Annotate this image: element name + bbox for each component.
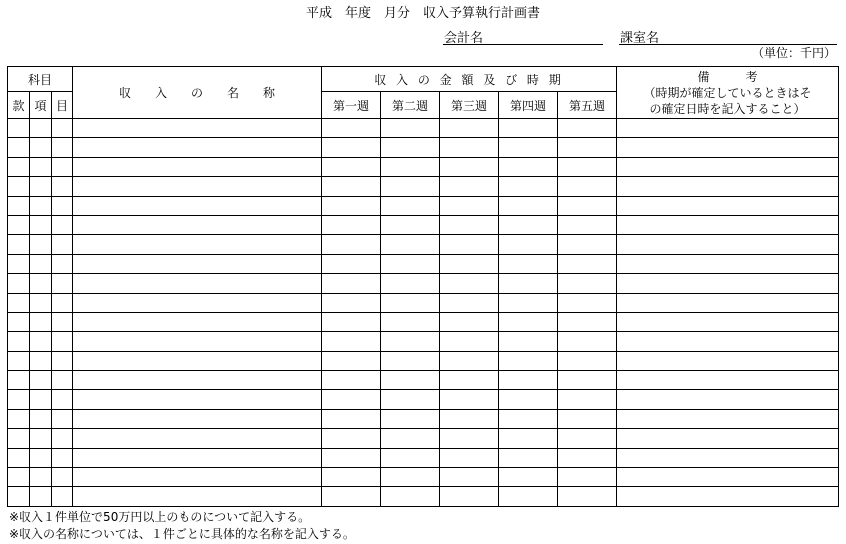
table-cell[interactable] — [8, 215, 30, 234]
table-cell[interactable] — [73, 448, 322, 467]
table-cell[interactable] — [52, 429, 73, 448]
table-cell[interactable] — [322, 254, 381, 273]
table-cell[interactable] — [558, 332, 617, 351]
table-cell[interactable] — [30, 468, 52, 487]
table-cell[interactable] — [8, 254, 30, 273]
table-cell[interactable] — [499, 429, 558, 448]
header-week-1: 第一週 — [322, 92, 381, 119]
table-cell[interactable] — [73, 351, 322, 370]
table-row — [8, 390, 839, 409]
table-cell[interactable] — [440, 312, 499, 331]
table-cell[interactable] — [558, 371, 617, 390]
table-cell[interactable] — [558, 119, 617, 138]
table-cell[interactable] — [558, 157, 617, 176]
table-cell[interactable] — [381, 119, 440, 138]
table-cell[interactable] — [381, 448, 440, 467]
remarks-title: 備 考 — [697, 69, 758, 84]
table-cell[interactable] — [381, 429, 440, 448]
table-cell[interactable] — [440, 332, 499, 351]
table-cell[interactable] — [558, 254, 617, 273]
table-cell[interactable] — [30, 138, 52, 157]
table-cell[interactable] — [381, 215, 440, 234]
table-cell[interactable] — [499, 351, 558, 370]
table-row — [8, 312, 839, 331]
table-body — [8, 119, 839, 507]
table-cell[interactable] — [52, 215, 73, 234]
table-cell[interactable] — [30, 235, 52, 254]
table-cell[interactable] — [558, 351, 617, 370]
table-cell[interactable] — [73, 157, 322, 176]
table-cell[interactable] — [52, 293, 73, 312]
table-row — [8, 429, 839, 448]
table-cell[interactable] — [8, 468, 30, 487]
table-cell[interactable] — [617, 119, 839, 138]
table-cell[interactable] — [499, 409, 558, 428]
header-week-4: 第四週 — [499, 92, 558, 119]
table-cell[interactable] — [30, 371, 52, 390]
header-income-name: 収 入 の 名 称 — [73, 67, 322, 119]
table-cell[interactable] — [73, 196, 322, 215]
table-cell[interactable] — [558, 448, 617, 467]
table-cell[interactable] — [558, 429, 617, 448]
table-cell[interactable] — [499, 254, 558, 273]
table-cell[interactable] — [322, 371, 381, 390]
table-cell[interactable] — [558, 312, 617, 331]
table-cell[interactable] — [52, 157, 73, 176]
header-week-3: 第三週 — [440, 92, 499, 119]
table-cell[interactable] — [73, 138, 322, 157]
table-cell[interactable] — [440, 390, 499, 409]
accounting-label: 会計名 — [444, 31, 484, 46]
table-cell[interactable] — [8, 274, 30, 293]
table-cell[interactable] — [617, 157, 839, 176]
table-cell[interactable] — [322, 157, 381, 176]
table-cell[interactable] — [30, 254, 52, 273]
table-cell[interactable] — [322, 332, 381, 351]
table-cell[interactable] — [499, 448, 558, 467]
table-row — [8, 157, 839, 176]
table-cell[interactable] — [617, 177, 839, 196]
table-cell[interactable] — [8, 371, 30, 390]
table-cell[interactable] — [8, 390, 30, 409]
table-cell[interactable] — [73, 235, 322, 254]
table-cell[interactable] — [440, 157, 499, 176]
table-cell[interactable] — [499, 468, 558, 487]
table-cell[interactable] — [30, 332, 52, 351]
note-1: ※収入１件単位で50万円以上のものについて記入する。 — [9, 510, 311, 524]
table-cell[interactable] — [617, 487, 839, 506]
table-cell[interactable] — [30, 293, 52, 312]
section-label: 課室名 — [620, 31, 660, 46]
table-cell[interactable] — [322, 274, 381, 293]
table-cell[interactable] — [617, 371, 839, 390]
table-cell[interactable] — [440, 235, 499, 254]
table-cell[interactable] — [8, 429, 30, 448]
table-cell[interactable] — [381, 138, 440, 157]
table-cell[interactable] — [322, 468, 381, 487]
table-cell[interactable] — [381, 468, 440, 487]
table-cell[interactable] — [73, 215, 322, 234]
header-week-2: 第二週 — [381, 92, 440, 119]
table-cell[interactable] — [52, 177, 73, 196]
table-cell[interactable] — [558, 196, 617, 215]
table-cell[interactable] — [8, 177, 30, 196]
table-cell[interactable] — [322, 119, 381, 138]
table-cell[interactable] — [617, 215, 839, 234]
table-cell[interactable] — [440, 448, 499, 467]
table-row — [8, 351, 839, 370]
table-cell[interactable] — [30, 157, 52, 176]
table-cell[interactable] — [617, 293, 839, 312]
table-row — [8, 119, 839, 138]
unit-note: （単位：千円） — [751, 46, 836, 60]
table-cell[interactable] — [558, 274, 617, 293]
table-cell[interactable] — [8, 312, 30, 331]
table-cell[interactable] — [617, 196, 839, 215]
table-cell[interactable] — [499, 312, 558, 331]
table-cell[interactable] — [381, 409, 440, 428]
table-cell[interactable] — [30, 390, 52, 409]
table-cell[interactable] — [617, 409, 839, 428]
page-title: 平成 年度 月分 収入予算執行計画書 — [305, 6, 540, 21]
table-cell[interactable] — [381, 351, 440, 370]
table-cell[interactable] — [322, 138, 381, 157]
table-cell[interactable] — [617, 138, 839, 157]
header-amount-timing: 収 入 の 金 額 及 び 時 期 — [322, 67, 617, 92]
table-cell[interactable] — [322, 215, 381, 234]
table-cell[interactable] — [499, 235, 558, 254]
table-cell[interactable] — [617, 390, 839, 409]
table-cell[interactable] — [440, 215, 499, 234]
table-cell[interactable] — [558, 235, 617, 254]
table-cell[interactable] — [52, 468, 73, 487]
table-row — [8, 215, 839, 234]
table-row — [8, 235, 839, 254]
table-row — [8, 448, 839, 467]
table-cell[interactable] — [499, 138, 558, 157]
header-moku: 目 — [52, 92, 73, 119]
table-cell[interactable] — [558, 215, 617, 234]
table-row — [8, 138, 839, 157]
table-cell[interactable] — [30, 409, 52, 428]
table-cell[interactable] — [52, 332, 73, 351]
table-cell[interactable] — [322, 293, 381, 312]
table-cell[interactable] — [499, 293, 558, 312]
table-cell[interactable] — [381, 293, 440, 312]
table-cell[interactable] — [8, 409, 30, 428]
table-row — [8, 177, 839, 196]
table-cell[interactable] — [617, 429, 839, 448]
table-cell[interactable] — [52, 371, 73, 390]
table-cell[interactable] — [617, 468, 839, 487]
table-cell[interactable] — [558, 468, 617, 487]
table-cell[interactable] — [30, 196, 52, 215]
notes — [9, 509, 355, 543]
table-cell[interactable] — [52, 274, 73, 293]
table-cell[interactable] — [558, 390, 617, 409]
table-cell[interactable] — [381, 274, 440, 293]
table-cell[interactable] — [617, 254, 839, 273]
table-row — [8, 468, 839, 487]
table-cell[interactable] — [499, 157, 558, 176]
table-cell[interactable] — [8, 196, 30, 215]
table-row — [8, 371, 839, 390]
table-cell[interactable] — [381, 487, 440, 506]
table-cell[interactable] — [73, 293, 322, 312]
table-cell[interactable] — [73, 177, 322, 196]
table-cell[interactable] — [30, 215, 52, 234]
table-cell[interactable] — [440, 429, 499, 448]
table-cell[interactable] — [558, 293, 617, 312]
table-cell[interactable] — [52, 487, 73, 506]
table-cell[interactable] — [73, 332, 322, 351]
table-cell[interactable] — [73, 468, 322, 487]
table-cell[interactable] — [617, 448, 839, 467]
table-cell[interactable] — [8, 487, 30, 506]
table-cell[interactable] — [381, 196, 440, 215]
header-week-5: 第五週 — [558, 92, 617, 119]
table-cell[interactable] — [73, 429, 322, 448]
table-row — [8, 293, 839, 312]
table-cell[interactable] — [381, 235, 440, 254]
table-cell[interactable] — [322, 196, 381, 215]
table-cell[interactable] — [381, 332, 440, 351]
table-cell[interactable] — [322, 312, 381, 331]
table-cell[interactable] — [52, 235, 73, 254]
table-cell[interactable] — [73, 312, 322, 331]
table-cell[interactable] — [52, 196, 73, 215]
table-cell[interactable] — [617, 274, 839, 293]
table-cell[interactable] — [322, 351, 381, 370]
table-cell[interactable] — [52, 119, 73, 138]
table-cell[interactable] — [381, 254, 440, 273]
table-cell[interactable] — [381, 157, 440, 176]
table-cell[interactable] — [73, 409, 322, 428]
table-cell[interactable] — [52, 409, 73, 428]
table-cell[interactable] — [381, 312, 440, 331]
table-cell[interactable] — [30, 429, 52, 448]
table-cell[interactable] — [499, 487, 558, 506]
table-cell[interactable] — [8, 157, 30, 176]
table-cell[interactable] — [8, 332, 30, 351]
table-cell[interactable] — [499, 196, 558, 215]
table-cell[interactable] — [8, 448, 30, 467]
table-cell[interactable] — [30, 448, 52, 467]
table-cell[interactable] — [322, 448, 381, 467]
table-cell[interactable] — [73, 371, 322, 390]
table-row — [8, 254, 839, 273]
table-cell[interactable] — [52, 312, 73, 331]
table-cell[interactable] — [381, 371, 440, 390]
income-plan-table — [7, 66, 839, 507]
table-cell[interactable] — [440, 371, 499, 390]
table-cell[interactable] — [30, 274, 52, 293]
table-cell[interactable] — [30, 487, 52, 506]
table-cell[interactable] — [499, 119, 558, 138]
table-cell[interactable] — [52, 390, 73, 409]
table-cell[interactable] — [617, 351, 839, 370]
table-cell[interactable] — [499, 274, 558, 293]
table-cell[interactable] — [73, 274, 322, 293]
table-cell[interactable] — [440, 293, 499, 312]
table-cell[interactable] — [73, 254, 322, 273]
table-cell[interactable] — [73, 390, 322, 409]
table-cell[interactable] — [52, 138, 73, 157]
header-subject: 科目 — [8, 67, 73, 92]
table-cell[interactable] — [440, 351, 499, 370]
table-cell[interactable] — [617, 332, 839, 351]
table-cell[interactable] — [8, 235, 30, 254]
table-cell[interactable] — [322, 235, 381, 254]
table-cell[interactable] — [558, 177, 617, 196]
table-cell[interactable] — [499, 177, 558, 196]
table-cell[interactable] — [8, 138, 30, 157]
table-cell[interactable] — [30, 177, 52, 196]
header-remarks — [617, 67, 839, 119]
table-cell[interactable] — [440, 487, 499, 506]
table-cell[interactable] — [558, 409, 617, 428]
table-cell[interactable] — [322, 409, 381, 428]
table-cell[interactable] — [8, 351, 30, 370]
table-cell[interactable] — [52, 351, 73, 370]
table-row — [8, 409, 839, 428]
table-cell[interactable] — [499, 390, 558, 409]
table-cell[interactable] — [73, 487, 322, 506]
table-cell[interactable] — [440, 468, 499, 487]
table-cell[interactable] — [52, 448, 73, 467]
note-2: ※収入の名称については、１件ごとに具体的な名称を記入する。 — [9, 527, 355, 541]
table-cell[interactable] — [440, 119, 499, 138]
table-cell[interactable] — [440, 138, 499, 157]
table-cell[interactable] — [558, 487, 617, 506]
table-cell[interactable] — [440, 274, 499, 293]
table-cell[interactable] — [322, 429, 381, 448]
table-cell[interactable] — [30, 312, 52, 331]
table-cell[interactable] — [440, 177, 499, 196]
table-cell[interactable] — [440, 196, 499, 215]
table-row — [8, 487, 839, 506]
table-cell[interactable] — [30, 351, 52, 370]
table-cell[interactable] — [499, 215, 558, 234]
header-kou: 項 — [30, 92, 52, 119]
table-cell[interactable] — [322, 390, 381, 409]
table-cell[interactable] — [440, 254, 499, 273]
remarks-note-line2: の確定日時を記入すること） — [649, 101, 806, 116]
table-cell[interactable] — [381, 390, 440, 409]
table-cell[interactable] — [381, 177, 440, 196]
table-cell[interactable] — [558, 138, 617, 157]
table-row — [8, 196, 839, 215]
table-cell[interactable] — [8, 293, 30, 312]
table-cell[interactable] — [440, 409, 499, 428]
table-cell[interactable] — [30, 119, 52, 138]
table-row — [8, 332, 839, 351]
table-row — [8, 274, 839, 293]
table-cell[interactable] — [8, 119, 30, 138]
accounting-name-field[interactable] — [443, 44, 603, 45]
remarks-note-line1: （時期が確定しているときはそ — [643, 85, 812, 100]
table-cell[interactable] — [322, 487, 381, 506]
table-cell[interactable] — [617, 312, 839, 331]
table-cell[interactable] — [617, 235, 839, 254]
table-cell[interactable] — [73, 119, 322, 138]
table-cell[interactable] — [499, 332, 558, 351]
table-cell[interactable] — [52, 254, 73, 273]
header-kan: 款 — [8, 92, 30, 119]
table-cell[interactable] — [322, 177, 381, 196]
table-cell[interactable] — [499, 371, 558, 390]
